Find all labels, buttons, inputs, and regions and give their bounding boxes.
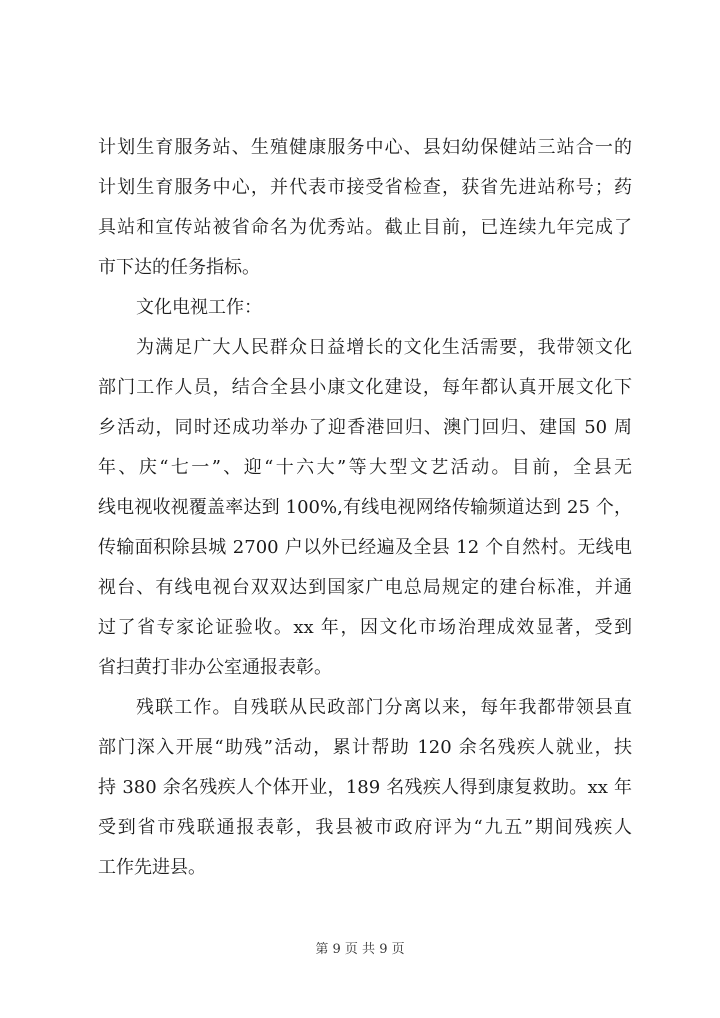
text-line: 传输面积除县城 2700 户以外已经遍及全县 12 个自然村。无线电 bbox=[98, 537, 632, 558]
text-line: 乡活动，同时还成功举办了迎香港回归、澳门回归、建国 50 周 bbox=[98, 417, 632, 438]
text-line: 省扫黄打非办公室通报表彰。 bbox=[98, 657, 332, 678]
text-line: 视台、有线电视台双双达到国家广电总局规定的建台标准，并通 bbox=[98, 577, 632, 598]
text-line: 部门工作人员，结合全县小康文化建设，每年都认真开展文化下 bbox=[98, 377, 632, 398]
paragraph bbox=[98, 688, 632, 888]
text-line: 计划生育服务站、生殖健康服务中心、县妇幼保健站三站合一的 bbox=[98, 137, 632, 158]
document-body bbox=[98, 128, 632, 888]
text-line: 残联工作。自残联从民政部门分离以来，每年我都带领县直 bbox=[136, 697, 632, 718]
text-line: 过了省专家论证验收。xx 年，因文化市场治理成效显著，受到 bbox=[98, 617, 632, 638]
text-line: 年、庆“七一”、迎“十六大”等大型文艺活动。目前，全县无 bbox=[98, 457, 632, 478]
text-line: 工作先进县。 bbox=[98, 857, 206, 878]
text-line: 线电视收视覆盖率达到 100%,有线电视网络传输频道达到 25 个， bbox=[98, 497, 632, 518]
text-line: 受到省市残联通报表彰，我县被市政府评为“九五”期间残疾人 bbox=[98, 817, 632, 838]
text-line: 市下达的任务指标。 bbox=[98, 257, 260, 278]
paragraph bbox=[98, 128, 632, 288]
text-line: 计划生育服务中心，并代表市接受省检查，获省先进站称号；药 bbox=[98, 177, 632, 198]
page-footer: 第 9 页 共 9 页 bbox=[315, 942, 405, 957]
text-line: 为满足广大人民群众日益增长的文化生活需要，我带领文化 bbox=[136, 337, 632, 358]
text-line: 部门深入开展“助残”活动，累计帮助 120 余名残疾人就业，扶 bbox=[98, 737, 632, 758]
text-line: 持 380 余名残疾人个体开业，189 名残疾人得到康复救助。xx 年 bbox=[98, 777, 632, 798]
text-line: 具站和宣传站被省命名为优秀站。截止目前，已连续九年完成了 bbox=[98, 217, 632, 238]
paragraph bbox=[98, 328, 632, 688]
paragraph bbox=[98, 288, 632, 328]
text-line: 文化电视工作： bbox=[136, 297, 262, 318]
